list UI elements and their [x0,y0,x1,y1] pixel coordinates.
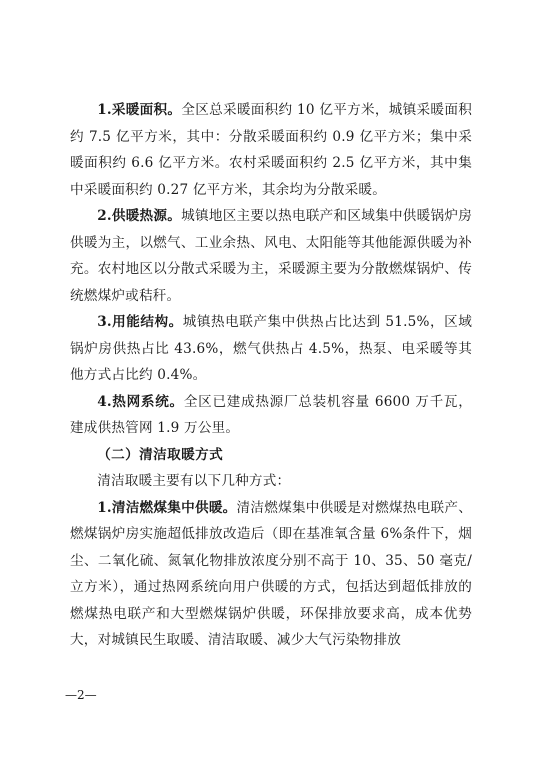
paragraph-heating-area [70,97,472,203]
paragraph-lead: 4.热网系统。 [97,393,184,410]
paragraph-text: 城镇地区主要以热电联产和区域集中供暖锅炉房供暖为主，以燃气、工业余热、风电、太阳能等其他能源供暖为补充。农村地区以分散式采暖为主，采暖源主要为分散燃煤锅炉、传统燃煤炉或秸秆。 [70,208,473,304]
paragraph-energy-structure [70,309,472,389]
section-heading: （二）清洁取暖方式 [97,446,224,463]
paragraph-lead: 1.采暖面积。 [97,102,182,118]
document-body [70,97,472,654]
paragraph-text: 清洁燃煤集中供暖是对燃煤热电联产、燃煤锅炉房实施超低排放改造后（即在基准氧含量 6%条件下，烟尘、二氧化硫、氮氧化物排放浓度分别不高于 10、35、50 毫克/立方米），通过热网系统向用户供暖的方式，包括达到超低排放的燃煤热电联产和大型燃煤锅炉供暖，环保排放要求高，成本优势大，对城镇民生取暖、清洁取暖、减少大气污染物排放 [70,499,472,648]
section-intro: 清洁取暖主要有以下几种方式： [97,473,291,489]
page-number: —2— [65,688,97,702]
paragraph-clean-coal-heating [70,495,472,654]
paragraph-text: 全区总采暖面积约 10 亿平方米，城镇采暖面积约 7.5 亿平方米，其中：分散采暖面积约 0.9 亿平方米；集中采暖面积约 6.6 亿平方米。农村采暖面积约 2.5 亿平方米，其中集中采暖面积约 0.27 亿平方米，其余均为分散采暖。 [70,102,472,198]
paragraph-heat-network [70,389,472,442]
paragraph-text: 城镇热电联产集中供热占比达到 51.5%，区域锅炉房供热占比 43.6%，燃气供热占 4.5%，热泵、电采暖等其他方式占比约 0.4%。 [70,314,472,383]
paragraph-text: 全区已建成热源厂总装机容量 6600 万千瓦，建成供热管网 1.9 万公里。 [70,393,472,436]
paragraph-lead: 2.供暖热源。 [97,208,182,224]
paragraph-lead: 1.清洁燃煤集中供暖。 [97,499,237,516]
paragraph-lead: 3.用能结构。 [97,314,183,330]
paragraph-heat-source [70,203,472,309]
